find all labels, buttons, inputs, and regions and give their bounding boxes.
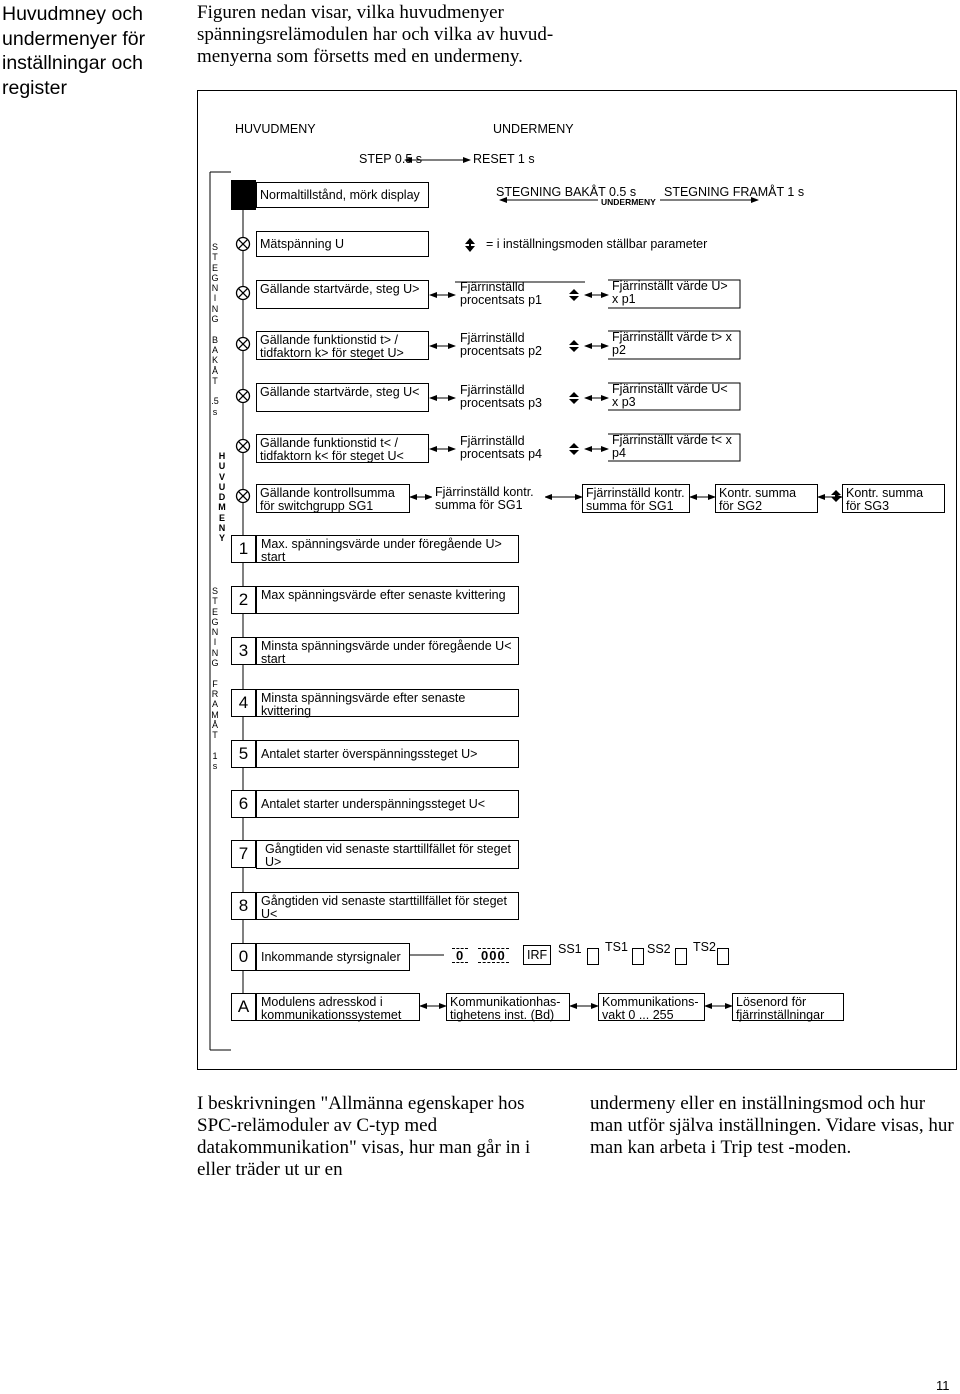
address-text: Modulens adresskod i kommunikationssystemet [256,993,420,1021]
vertical-letter [210,740,220,750]
vertical-letter: G [211,272,219,283]
vertical-letter [210,668,220,678]
register-text-8: Gångtiden vid senaste starttillfället för steget U< [256,892,519,920]
row-main-3: Gällande startvärde, steg U< [256,383,429,412]
address-num: A [231,993,256,1021]
step-label: STEP 0.5 s [359,152,422,166]
register-text-6: Antalet starter underspänningssteget U< [256,790,519,818]
bottom-text-right: undermeny eller en inställningsmod och hur man utför själva inställningen. Vidare visas, hur man kan arbeta i Trip test -moden. [590,1093,954,1158]
vertical-letter: K [211,355,218,366]
row-sub2-4: Fjärrinställt värde t< x p4 [612,433,732,460]
vertical-letter: Y [218,533,225,544]
vertical-letter [210,386,220,396]
vertical-letter: N [211,283,219,294]
vertical-letter: N [211,647,219,658]
register-text-5: Antalet starter överspänningssteget U> [256,740,519,768]
vertical-letter: M [211,709,219,720]
row-sub2-2: Fjärrinställt värde t> x p2 [612,330,732,357]
undermeny-label: UNDERMENY [493,122,574,136]
vertical-letter: I [213,293,217,304]
checksum-sub2: Fjärrinställd kontr. summa för SG1 [582,484,690,513]
vertical-letter: N [218,523,226,534]
register-text-3: Minsta spänningsvärde under föregående U< start [256,637,519,665]
bottom-text-left: I beskrivningen "Allmänna egenskaper hos SPC-relämoduler av C-typ med datakommunikation" visas, hur man går in i eller träder ut ur en [197,1093,531,1180]
vertical-huvudmeny [217,451,227,544]
vertical-letter: T [212,730,218,741]
vertical-letter: R [211,688,219,699]
input-num: 0 [231,943,256,971]
vertical-letter: A [211,699,218,710]
address-sub2: Kommunikations-vakt 0 ... 255 [598,993,705,1021]
register-text-2: Max spänningsvärde efter senaste kvittering [256,586,519,614]
undermeny-small-label: UNDERMENY [601,197,656,207]
vertical-letter: V [218,471,225,482]
dark-display-indicator [231,180,256,210]
register-num-3: 3 [231,637,256,665]
row-main-4: Gällande funktionstid t< / tidfaktorn k< för steget U< [256,434,429,463]
row-sub2-3: Fjärrinställt värde U< x p3 [612,382,728,409]
normal-state-box: Normaltillstånd, mörk display [256,182,429,208]
register-text-7: Gångtiden vid senaste starttillfället för steget U> [256,840,519,869]
ss2-label: SS2 [647,942,671,956]
register-num-7: 7 [231,840,256,868]
checksum-sub4: Kontr. summa för SG3 [842,484,945,513]
row-sub1-3: Fjärrinställd procentsats p3 [460,383,542,410]
row-sub2-1: Fjärrinställt värde U> x p1 [612,279,728,306]
register-num-5: 5 [231,740,256,768]
vertical-letter: 1 [212,750,218,761]
checksum-sub3: Kontr. summa för SG2 [715,484,818,513]
register-num-1: 1 [231,535,256,563]
ts2-label: TS2 [693,940,716,954]
vertical-letter: s [212,761,218,772]
measure-voltage-box: Mätspänning U [256,231,429,257]
stegning-framat-label: STEGNING FRAMÅT 1 s [664,185,805,199]
ts2-indicator [717,948,729,965]
vertical-letter: E [218,512,225,523]
row-sub1-4: Fjärrinställd procentsats p4 [460,434,542,461]
vertical-letter: S [211,242,218,252]
legend-text: = i inställningsmoden ställbar parameter [486,237,708,251]
vertical-letter: E [211,262,218,273]
vertical-letter: D [218,492,226,503]
ts1-indicator [632,948,644,965]
vertical-steg-bakat [210,242,220,417]
address-sub3: Lösenord för fjärrinställningar [732,993,844,1021]
ss1-indicator [587,948,599,965]
vertical-letter: A [211,344,218,355]
vertical-letter: H [218,451,226,461]
irf-box: IRF [523,945,551,965]
vertical-letter: N [211,627,219,638]
vertical-letter: U [218,461,226,472]
checksum-sub1: Fjärrinställd kontr. summa för SG1 [432,484,545,513]
register-text-1: Max. spänningsvärde under föregående U> start [256,535,519,563]
vertical-letter: T [212,252,218,263]
segment-display-2: 000 [478,948,509,963]
register-text-4: Minsta spänningsvärde efter senaste kvittering [256,689,519,717]
vertical-letter: E [211,606,218,617]
huvudmeny-label: HUVUDMENY [235,122,316,136]
vertical-letter: G [211,314,219,325]
vertical-letter: I [213,637,217,648]
row-main-1: Gällande startvärde, steg U> [256,280,429,309]
row-main-2: Gällande funktionstid t> / tidfaktorn k> för steget U> [256,331,429,360]
checksum-main: Gällande kontrollsumma för switchgrupp SG1 [256,484,410,513]
intro-text: Figuren nedan visar, vilka huvudmenyer spänningsrelämodulen har och vilka av huvud-menyerna som försetts med en undermeny. [197,2,554,67]
vertical-letter: B [211,334,218,345]
row-sub1-2: Fjärrinställd procentsats p2 [460,331,542,358]
segment-display-1: 0 [452,948,468,963]
stegning-bakat-label: STEGNING BAKÅT 0.5 s [496,185,637,199]
page-number: 11 [936,1378,950,1393]
vertical-letter: .5 [211,396,219,407]
register-num-8: 8 [231,892,256,920]
vertical-letter: G [211,658,219,669]
vertical-letter: S [211,586,218,596]
register-num-4: 4 [231,689,256,717]
ts1-label: TS1 [605,940,628,954]
vertical-letter: N [211,303,219,314]
vertical-letter: M [218,502,226,513]
register-num-6: 6 [231,790,256,818]
vertical-letter: Å [211,719,218,730]
vertical-letter: F [212,678,218,689]
vertical-letter: G [211,616,219,627]
register-num-2: 2 [231,586,256,614]
vertical-steg-framat [210,586,220,771]
input-text: Inkommande styrsignaler [256,943,410,971]
vertical-letter: T [212,596,218,607]
address-sub1: Kommunikationhas-tighetens inst. (Bd) [446,993,570,1021]
reset-label: RESET 1 s [473,152,535,166]
row-sub1-1: Fjärrinställd procentsats p1 [460,280,542,307]
ss2-indicator [675,948,687,965]
side-heading: Huvudmney och undermenyer för inställningar och register [2,3,146,99]
vertical-letter: s [212,406,218,417]
vertical-letter: Å [211,365,218,376]
vertical-letter: U [218,481,226,492]
ss1-label: SS1 [558,942,582,956]
vertical-letter [210,324,220,334]
vertical-letter: T [212,375,218,386]
